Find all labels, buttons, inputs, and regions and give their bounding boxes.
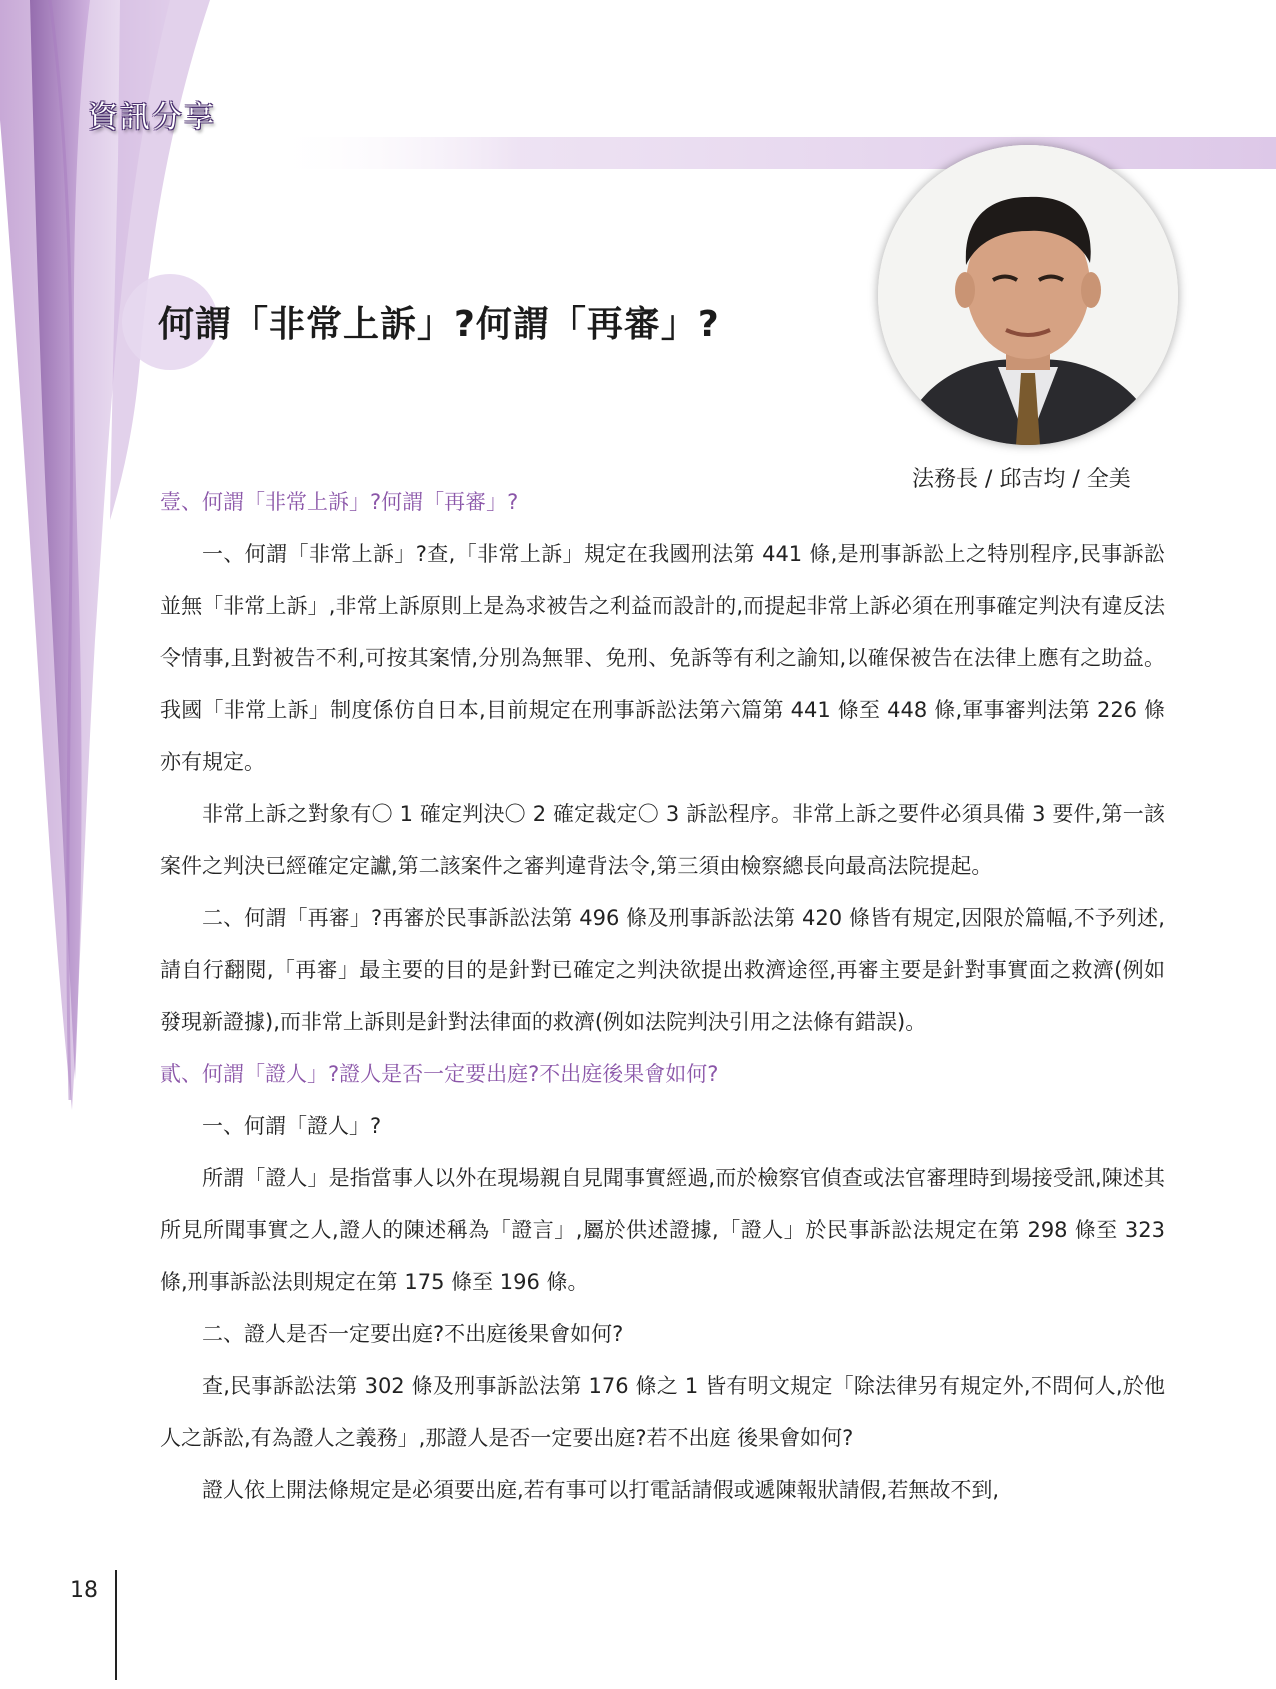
article-body (160, 476, 1165, 1516)
author-byline: 法務長 / 邱吉均 / 全美 (912, 467, 1131, 492)
header-band (270, 137, 1276, 169)
section-heading-2: 貳、何謂「證人」?證人是否一定要出庭?不出庭後果會如何? (160, 1062, 719, 1086)
paragraph: 二、何謂「再審」?再審於民事訴訟法第 496 條及刑事訴訟法第 420 條皆有規定,因限於篇幅,不予列述,請自行翻閱,「再審」最主要的目的是針對已確定之判決欲提出救濟途徑,再審主要是針對事實面之救濟(例如發現新證據),而非常上訴則是針對法律面的救濟(例如法院判決引用之法條有錯誤)。 (160, 906, 1165, 1034)
swirl-accent (110, 0, 210, 520)
paragraph: 查,民事訴訟法第 302 條及刑事訴訟法第 176 條之 1 皆有明文規定「除法律另有規定外,不問何人,於他人之訴訟,有為證人之義務」,那證人是否一定要出庭?若不出庭 後果會如何? (160, 1374, 1165, 1450)
paragraph: 證人依上開法條規定是必須要出庭,若有事可以打電話請假或遞陳報狀請假,若無故不到, (202, 1478, 1000, 1502)
page-number: 18 (70, 1578, 98, 1603)
paragraph: 非常上訴之對象有〇 1 確定判決〇 2 確定裁定〇 3 訴訟程序。非常上訴之要件必須具備 3 要件,第一該案件之判決已經確定定讞,第二該案件之審判違背法令,第三須由檢察總長向最高法院提起。 (160, 802, 1165, 878)
section-tag: 資訊分享 (88, 100, 216, 135)
section-heading-1: 壹、何謂「非常上訴」?何謂「再審」? (160, 490, 519, 514)
paragraph: 一、何謂「非常上訴」?查,「非常上訴」規定在我國刑法第 441 條,是刑事訴訟上之特別程序,民事訴訟並無「非常上訴」,非常上訴原則上是為求被告之利益而設計的,而提起非常上訴必須在刑事確定判決有違反法令情事,且對被告不利,可按其案情,分別為無罪、免刑、免訴等有利之諭知,以確保被告在法律上應有之助益。我國「非常上訴」制度係仿自日本,目前規定在刑事訴訟法第六篇第 441 條至 448 條,軍事審判法第 226 條亦有規定。 (160, 542, 1165, 774)
author-portrait (878, 145, 1178, 445)
page-divider (115, 1570, 117, 1680)
page-title: 何謂「非常上訴」?何謂「再審」? (158, 304, 720, 345)
paragraph: 一、何謂「證人」? (202, 1114, 382, 1138)
paragraph: 所謂「證人」是指當事人以外在現場親自見聞事實經過,而於檢察官偵查或法官審理時到場接受訊,陳述其所見所聞事實之人,證人的陳述稱為「證言」,屬於供述證據,「證人」於民事訴訟法規定在第 298 條至 323 條,刑事訴訟法則規定在第 175 條至 196 條。 (160, 1166, 1165, 1294)
paragraph: 二、證人是否一定要出庭?不出庭後果會如何? (202, 1322, 624, 1346)
